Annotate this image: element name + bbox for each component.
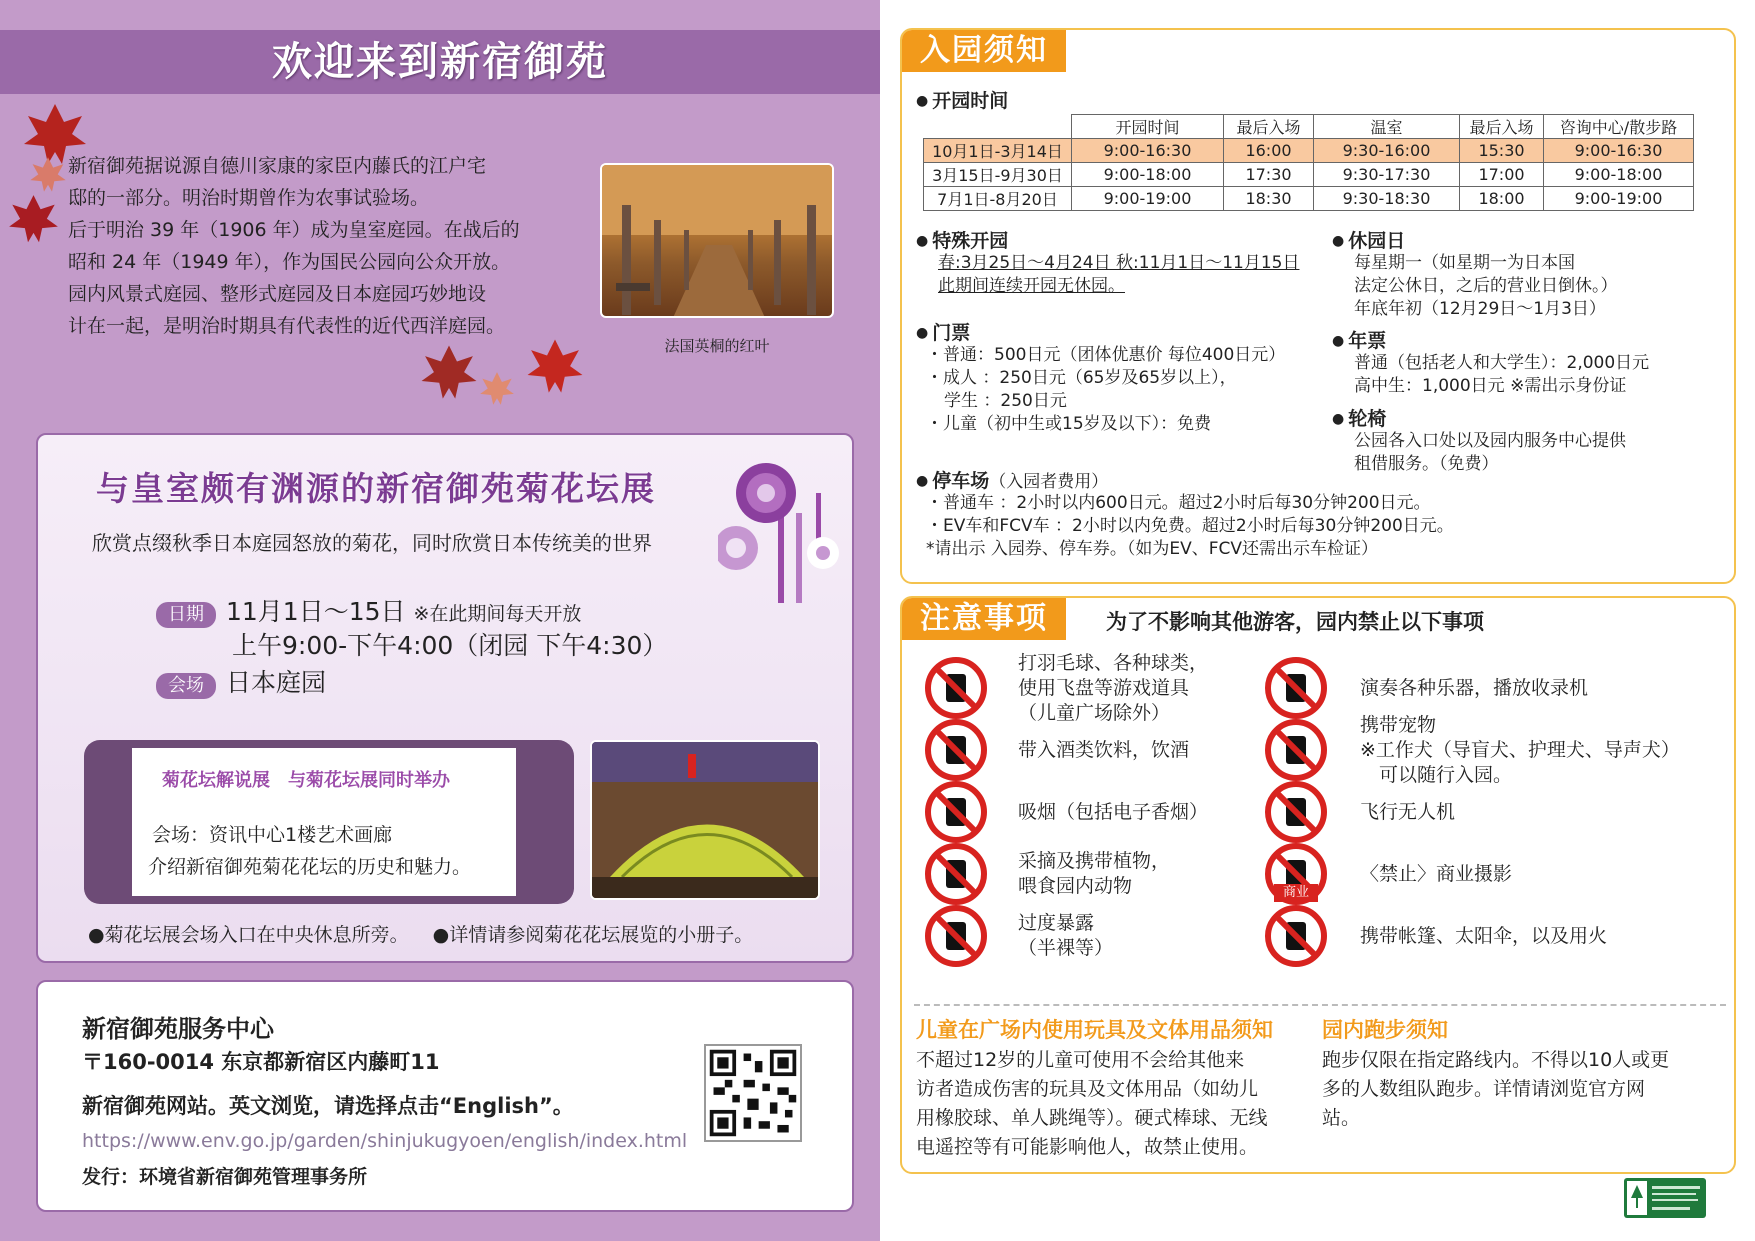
photo-caption: 法国英桐的红叶 (664, 337, 770, 355)
plane-tree-photo (600, 163, 834, 318)
special-opening-label: ● 特殊开园 (916, 226, 1008, 253)
running-rules-title: 园内跑步须知 (1322, 1018, 1448, 1042)
table-cell: 9:30-17:30 (1314, 163, 1460, 187)
alcohol-prohibited-icon (924, 718, 988, 782)
table-row (924, 163, 1694, 187)
table-header: 咨询中心/散步路 (1544, 115, 1694, 139)
parking-regular: ・普通车 ：2小时以内600日元。超过2小时后每30分钟200日元。 (926, 493, 1431, 513)
ball-game-prohibited-icon (924, 656, 988, 720)
rule-text: 飞行无人机 (1360, 800, 1456, 823)
closed-days-line: 每星期一（如星期一为日本国 (1354, 253, 1575, 273)
table-cell: 9:30-18:30 (1314, 187, 1460, 211)
rule-text: 带入酒类饮料，饮酒 (1018, 738, 1190, 761)
rule-text: 采摘及携带植物， 喂食园内动物 (1018, 850, 1171, 897)
table-row (924, 139, 1694, 163)
table-cell: 9:00-16:30 (1072, 139, 1224, 163)
table-header: 最后入场 (1224, 115, 1314, 139)
exhibition-date: 11月1日～15日 (226, 597, 406, 626)
table-header: 温室 (1314, 115, 1460, 139)
kids-rules-line: 不超过12岁的儿童可使用不会给其他来 (916, 1049, 1245, 1071)
instrument-prohibited-icon (1264, 656, 1328, 720)
qr-code-icon[interactable] (704, 1044, 802, 1142)
exhibition-venue-row (156, 663, 326, 699)
date-tag: 日期 (156, 602, 216, 628)
right-panel (880, 0, 1755, 1241)
table-cell: 9:00-19:00 (1072, 187, 1224, 211)
plant-picking-prohibited-icon (924, 842, 988, 906)
parking-ev: ・EV车和FCV车 ：2小时以内免费。超过2小时后每30分钟200日元。 (926, 516, 1454, 536)
ticket-general: ・普通：500日元（团体优惠价 每位400日元） (926, 345, 1286, 365)
maple-leaf-icon (6, 192, 61, 247)
pet-prohibited-icon (1264, 718, 1328, 782)
ticket-student: 学生 ：250日元 (944, 391, 1067, 411)
tent-prohibited-icon (1264, 904, 1328, 968)
ticket-child: ・儿童（初中生或15岁及以下）：免费 (926, 414, 1212, 434)
explanation-desc: 介绍新宿御苑菊花花坛的历史和魅力。 (148, 856, 472, 878)
kids-rules-line: 电遥控等有可能影响他人，故禁止使用。 (916, 1136, 1259, 1158)
table-cell: 17:00 (1460, 163, 1544, 187)
table-cell: 16:00 (1224, 139, 1314, 163)
kids-rules-line: 访者造成伤害的玩具及文体用品（如幼儿 (916, 1078, 1259, 1100)
special-opening-note: 此期间连续开园无休园。 (938, 276, 1125, 296)
caution-box (900, 596, 1736, 1174)
annual-pass-student: 高中生：1,000日元 ※需出示身份证 (1354, 376, 1627, 396)
note-entrance: ●菊花坛展会场入口在中央休息所旁。 (88, 924, 409, 946)
table-cell: 10月1日-3月14日 (924, 139, 1072, 163)
caution-subtitle: 为了不影响其他游客，园内禁止以下事项 (1106, 610, 1484, 634)
annual-pass-label: ● 年票 (1332, 326, 1386, 353)
commercial-badge: 商业 (1274, 884, 1318, 902)
exhibition-title: 与皇室颇有渊源的新宿御苑菊花坛展 (96, 469, 656, 508)
maple-leaf-icon (524, 336, 586, 398)
table-header: 最后入场 (1460, 115, 1544, 139)
running-rules-text (1322, 1046, 1669, 1133)
hours-label: ● 开园时间 (916, 86, 1008, 113)
caution-title: 注意事项 (902, 598, 1066, 640)
kids-rules-line: 用橡胶球、单人跳绳等）。硬式棒球、无线 (916, 1107, 1268, 1129)
entry-info-box (900, 28, 1736, 584)
smoking-prohibited-icon (924, 780, 988, 844)
website-note: 新宿御苑网站。英文浏览，请选择点击“English”。 (82, 1094, 574, 1118)
running-rules-line: 站。 (1322, 1107, 1361, 1129)
parking-note: （入园者费用） (989, 472, 1109, 492)
exposure-prohibited-icon (924, 904, 988, 968)
venue-tag: 会场 (156, 673, 216, 699)
rule-text: 〈禁止〉商业摄影 (1360, 862, 1513, 885)
intro-text (68, 150, 568, 342)
parking-label (916, 466, 1108, 493)
explanation-exhibition-box (84, 740, 574, 904)
explanation-title: 菊花坛解说展 与菊花坛展同时举办 (162, 770, 450, 791)
table-header-row (924, 115, 1694, 139)
closed-days-line: 年底年初（12月29日～1月3日） (1354, 299, 1606, 319)
running-rules-line: 跑步仅限在指定路线内。不得以10人或更 (1322, 1049, 1670, 1071)
annual-pass-general: 普通（包括老人和大学生）：2,000日元 (1354, 353, 1650, 373)
entry-title: 入园须知 (902, 30, 1066, 72)
table-cell: 7月1日-8月20日 (924, 187, 1072, 211)
service-title: 新宿御苑服务中心 (82, 1015, 274, 1043)
intro-line: 昭和 24 年（1949 年），作为国民公园向公众开放。 (68, 251, 511, 273)
rule-text: 携带帐篷、太阳伞，以及用火 (1360, 924, 1608, 947)
service-address: 〒160-0014 东京都新宿区内藤町11 (82, 1050, 440, 1074)
exhibition-time: 上午9:00-下午4:00（闭园 下午4:30） (232, 631, 668, 660)
website-url-link[interactable]: https://www.env.go.jp/garden/shinjukugyoen/english/index.html (82, 1130, 688, 1152)
explanation-venue: 会场：资讯中心1楼艺术画廊 (152, 824, 393, 846)
explanation-card (132, 748, 516, 896)
special-opening-dates: 春:3月25日～4月24日 秋:11月1日～11月15日 (938, 253, 1300, 273)
table-cell: 15:30 (1460, 139, 1544, 163)
kids-rules-title: 儿童在广场内使用玩具及文体用品须知 (916, 1018, 1273, 1042)
chrysanthemum-exhibition-panel (36, 433, 854, 963)
rule-text: 过度暴露 （半裸等） (1018, 912, 1114, 959)
maple-leaf-icon (418, 342, 480, 404)
intro-line: 后于明治 39 年（1906 年）成为皇室庭园。在战后的 (68, 219, 520, 241)
table-cell: 18:00 (1460, 187, 1544, 211)
exhibition-venue: 日本庭园 (226, 668, 327, 697)
exhibition-date-note: ※在此期间每天开放 (413, 603, 582, 625)
hours-table (923, 114, 1694, 211)
ticket-label: ● 门票 (916, 318, 970, 345)
table-cell: 3月15日-9月30日 (924, 163, 1072, 187)
rule-text: 携带宠物 ※工作犬（导盲犬、护理犬、导声犬） 可以随行入园。 (1360, 713, 1680, 786)
kids-rules-text (916, 1046, 1268, 1162)
rule-text: 演奏各种乐器，播放收录机 (1360, 676, 1589, 699)
table-header (924, 115, 1072, 139)
table-header: 开园时间 (1072, 115, 1224, 139)
service-center-box (36, 980, 854, 1212)
intro-line: 邸的一部分。明治时期曾作为农事试验场。 (68, 187, 430, 209)
wheelchair-label: ● 轮椅 (1332, 404, 1386, 431)
parking-note-line: *请出示 入园券、停车券。（如为EV、FCV还需出示车检证） (926, 539, 1379, 559)
exhibition-notes (88, 920, 771, 947)
exhibition-subtitle: 欣赏点缀秋季日本庭园怒放的菊花，同时欣赏日本传统美的世界 (92, 531, 652, 555)
intro-line: 计在一起，是明治时期具有代表性的近代西洋庭园。 (68, 315, 506, 337)
note-booklet: ●详情请参阅菊花花坛展览的小册子。 (432, 924, 754, 946)
table-cell: 9:00-18:00 (1544, 163, 1694, 187)
rule-text: 打羽毛球、各种球类， 使用飞盘等游戏道具 （儿童广场除外） (1018, 651, 1209, 724)
running-rules-line: 多的人数组队跑步。详情请浏览官方网 (1322, 1078, 1646, 1100)
ticket-adult: ・成人 ：250日元（65岁及65岁以上）， (926, 368, 1237, 388)
commercial-photo-prohibited-icon (1264, 842, 1328, 906)
chrysanthemum-display-photo (590, 740, 820, 900)
table-cell: 17:30 (1224, 163, 1314, 187)
drone-prohibited-icon (1264, 780, 1328, 844)
publisher: 发行：环境省新宿御苑管理事务所 (82, 1166, 368, 1188)
chrysanthemum-flower-icon (718, 453, 848, 603)
parking-title: 停车场 (932, 470, 990, 492)
table-cell: 9:00-18:00 (1072, 163, 1224, 187)
table-cell: 9:00-19:00 (1544, 187, 1694, 211)
rule-text: 吸烟（包括电子香烟） (1018, 800, 1209, 823)
intro-line: 新宿御苑据说源自德川家康的家臣内藤氏的江户宅 (68, 155, 487, 177)
intro-line: 园内风景式庭园、整形式庭园及日本庭园巧妙地设 (68, 283, 487, 305)
maple-leaf-icon (478, 370, 516, 408)
table-row (924, 187, 1694, 211)
exhibition-date-row (156, 592, 581, 628)
welcome-title: 欢迎来到新宿御苑 (0, 30, 880, 94)
closed-days-line: 法定公休日，之后的营业日倒休。） (1354, 276, 1618, 296)
wheelchair-line: 公园各入口处以及园内服务中心提供 (1354, 431, 1626, 451)
closed-days-label: ● 休园日 (1332, 226, 1405, 253)
maple-leaf-icon (28, 155, 68, 195)
table-cell: 9:30-16:00 (1314, 139, 1460, 163)
fsc-logo-icon (1624, 1178, 1706, 1218)
divider (914, 1004, 1726, 1006)
table-cell: 18:30 (1224, 187, 1314, 211)
wheelchair-line: 租借服务。（免费） (1354, 454, 1499, 474)
table-cell: 9:00-16:30 (1544, 139, 1694, 163)
